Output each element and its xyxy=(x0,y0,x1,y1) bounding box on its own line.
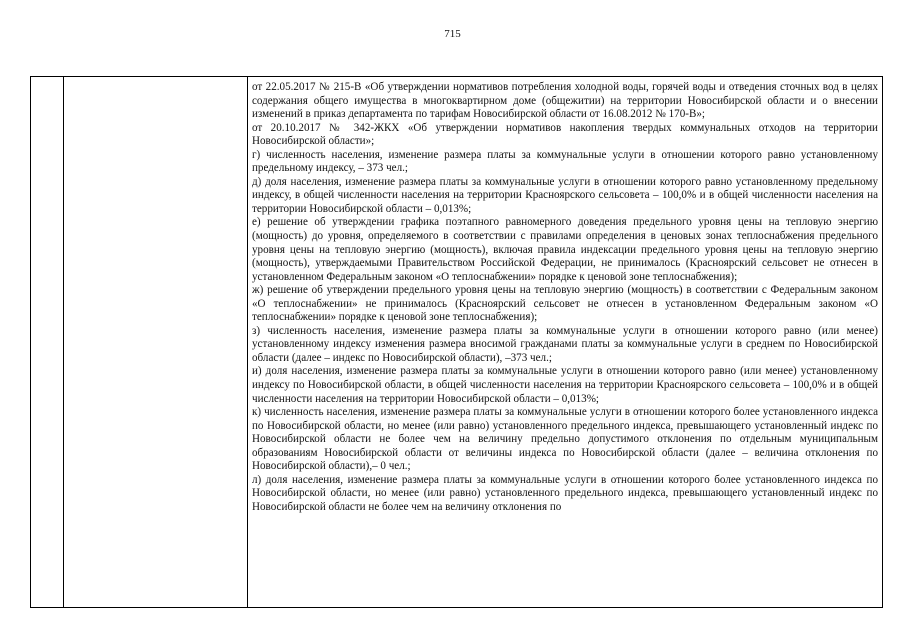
paragraph-item-zh: ж) решение об утверждении предельного уровня цены на тепловую энергию (мощность) в соответствии с Федеральным законом «О теплоснабжении» не принималось (Красноярский сельсовет не отнесен в установленном Федеральным законом «О теплоснабжении» порядке к ценовой зоне теплоснабжения); xyxy=(252,284,878,324)
document-table xyxy=(30,76,883,608)
table-column-divider-2 xyxy=(247,77,248,607)
paragraph-item-e: е) решение об утверждении графика поэтапного равномерного доведения предельного уровня цены на тепловую энергию (мощность) до уровня, определяемого в соответствии с правилами определения в ценовых зонах теплоснабжения предельного уровня цены на тепловую энергию (мощность), включая правила индексации предельного уровня цены на тепловую энергию (мощность), утверждаемыми Правительством Российской Федерации, не принималось (Красноярский сельсовет не отнесен в установленном Федеральным законом «О теплоснабжении» порядке к ценовой зоне теплоснабжения); xyxy=(252,216,878,283)
table-text-cell xyxy=(252,81,878,605)
paragraph-order-215v: от 22.05.2017 № 215-В «Об утверждении нормативов потребления холодной воды, горячей воды и отведения сточных вод в целях содержания общего имущества в многоквартирном доме (общежитии) на территории Новосибирской области и о внесении изменений в приказ департамента по тарифам Новосибирской области от 16.08.2012 № 170-В»; xyxy=(252,81,878,121)
paragraph-item-z: з) численность населения, изменение размера платы за коммунальные услуги в отношении которого равно (или менее) установленному индексу изменения размера вносимой гражданами платы за коммунальные услуги в среднем по Новосибирской области (далее – индекс по Новосибирской области), –373 чел.; xyxy=(252,324,878,364)
paragraph-item-i: и) доля населения, изменение размера платы за коммунальные услуги в отношении которого равно (или менее) установленному индексу по Новосибирской области, в общей численности населения на территории Красноярского сельсовета – 100,0% и в общей численности населения на территории Новосибирской области – 0,013%; xyxy=(252,365,878,405)
paragraph-item-d: д) доля населения, изменение размера платы за коммунальные услуги в отношении которого равно установленному предельному индексу, в общей численности населения на территории Красноярского сельсовета – 100,0% и в общей численности населения на территории Новосибирской области – 0,013%; xyxy=(252,175,878,215)
paragraph-item-k: к) численность населения, изменение размера платы за коммунальные услуги в отношении которого более установленного индекса по Новосибирской области, но менее (или равно) установленного предельного индекса, превышающего установленный индекс по Новосибирской области не более чем на величину предельно допустимого отклонения по отдельным муниципальным образованиям Новосибирской области от величины индекса по Новосибирской области (далее – величина отклонения по Новосибирской области),– 0 чел.; xyxy=(252,406,878,473)
paragraph-order-342zhkkh: от 20.10.2017 № 342-ЖКХ «Об утверждении нормативов накопления твердых коммунальных отходов на территории Новосибирской области»; xyxy=(252,121,878,148)
paragraph-item-g: г) численность населения, изменение размера платы за коммунальные услуги в отношении которого равно установленному предельному индексу, – 373 чел.; xyxy=(252,148,878,175)
page-number: 715 xyxy=(444,28,461,40)
paragraph-item-l: л) доля населения, изменение размера платы за коммунальные услуги в отношении которого более установленного индекса по Новосибирской области, но менее (или равно) установленного предельного индекса, превышающего установленный индекс по Новосибирской области не более чем на величину отклонения по xyxy=(252,473,878,513)
table-column-divider-1 xyxy=(63,77,64,607)
